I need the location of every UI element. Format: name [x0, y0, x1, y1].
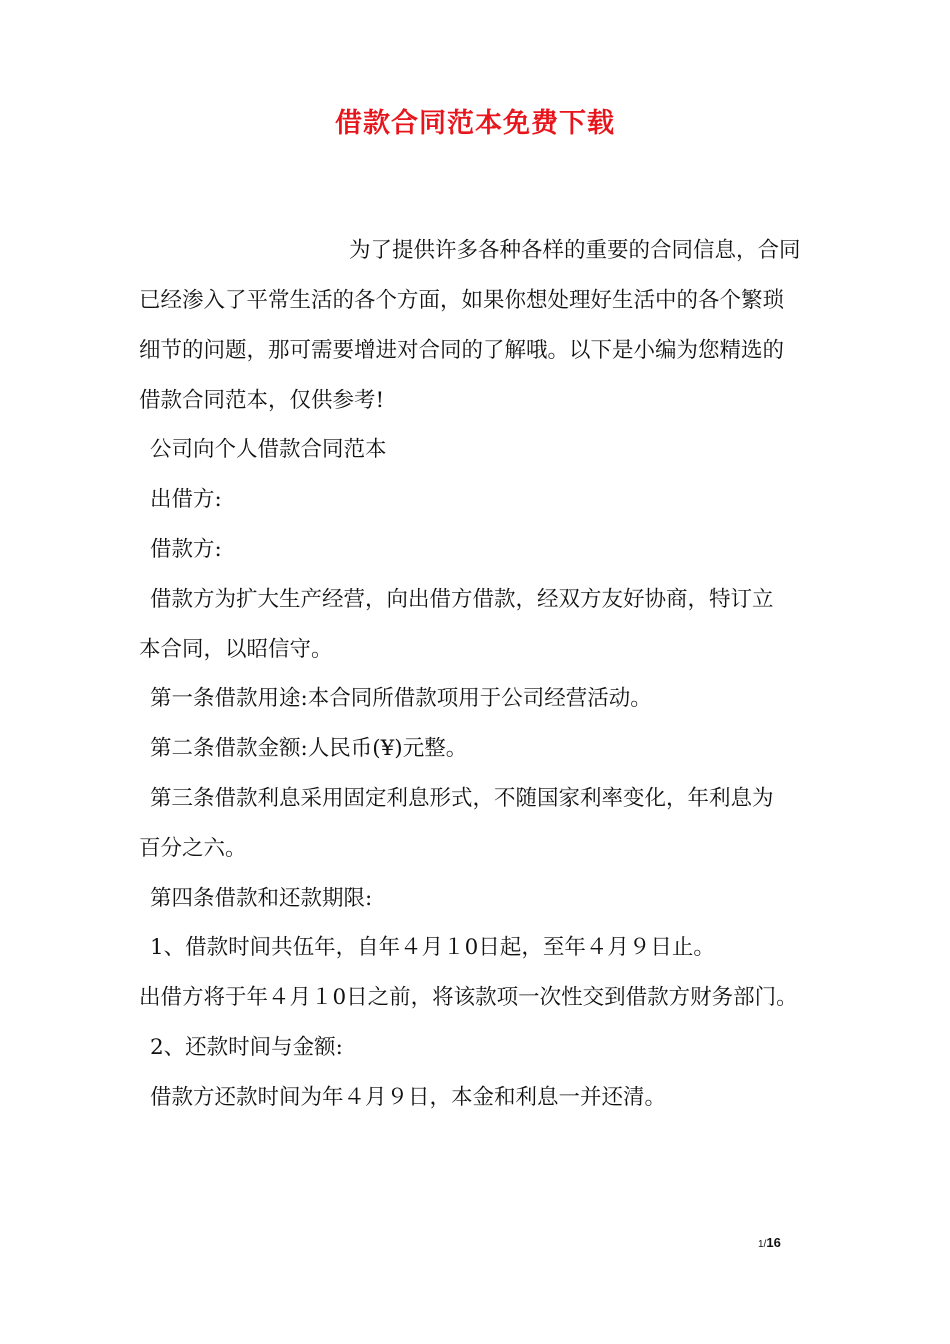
- section-heading: 公司向个人借款合同范本: [150, 437, 387, 462]
- clause-item: 2、还款时间与金额:: [150, 1035, 343, 1060]
- page-number: [758, 1235, 781, 1253]
- clause-item: 1、借款时间共伍年，自年４月１0日起，至年４月９日止。: [150, 935, 715, 960]
- page-total: 16: [766, 1235, 781, 1250]
- clause-line: 第四条借款和还款期限:: [150, 886, 373, 911]
- clause-line: 第三条借款利息采用固定利息形式，不随国家利率变化，年利息为: [150, 786, 774, 811]
- paragraph-line: 已经渗入了平常生活的各个方面，如果你想处理好生活中的各个繁琐: [139, 288, 785, 313]
- page-current: 1/: [758, 1239, 767, 1250]
- clause-line: 第一条借款用途:本合同所借款项用于公司经营活动。: [150, 686, 652, 711]
- clause-line: 第二条借款金额:人民币(¥)元整。: [150, 736, 468, 761]
- clause-item: 借款方还款时间为年４月９日，本金和利息一并还清。: [150, 1085, 667, 1110]
- paragraph-line: 借款合同范本，仅供参考!: [139, 388, 385, 413]
- lender-label: 出借方:: [150, 487, 222, 512]
- document-title: 借款合同范本免费下载: [335, 108, 615, 139]
- clause-line: 百分之六。: [139, 836, 247, 861]
- paragraph-line: 为了提供许多各种各样的重要的合同信息，合同: [349, 238, 801, 263]
- clause-item: 出借方将于年４月１0日之前，将该款项一次性交到借款方财务部门。: [139, 985, 798, 1010]
- paragraph-line: 借款方为扩大生产经营，向出借方借款，经双方友好协商，特订立: [150, 587, 774, 612]
- paragraph-line: 细节的问题，那可需要增进对合同的了解哦。以下是小编为您精选的: [139, 338, 785, 363]
- borrower-label: 借款方:: [150, 537, 222, 562]
- paragraph-line: 本合同，以昭信守。: [139, 637, 333, 662]
